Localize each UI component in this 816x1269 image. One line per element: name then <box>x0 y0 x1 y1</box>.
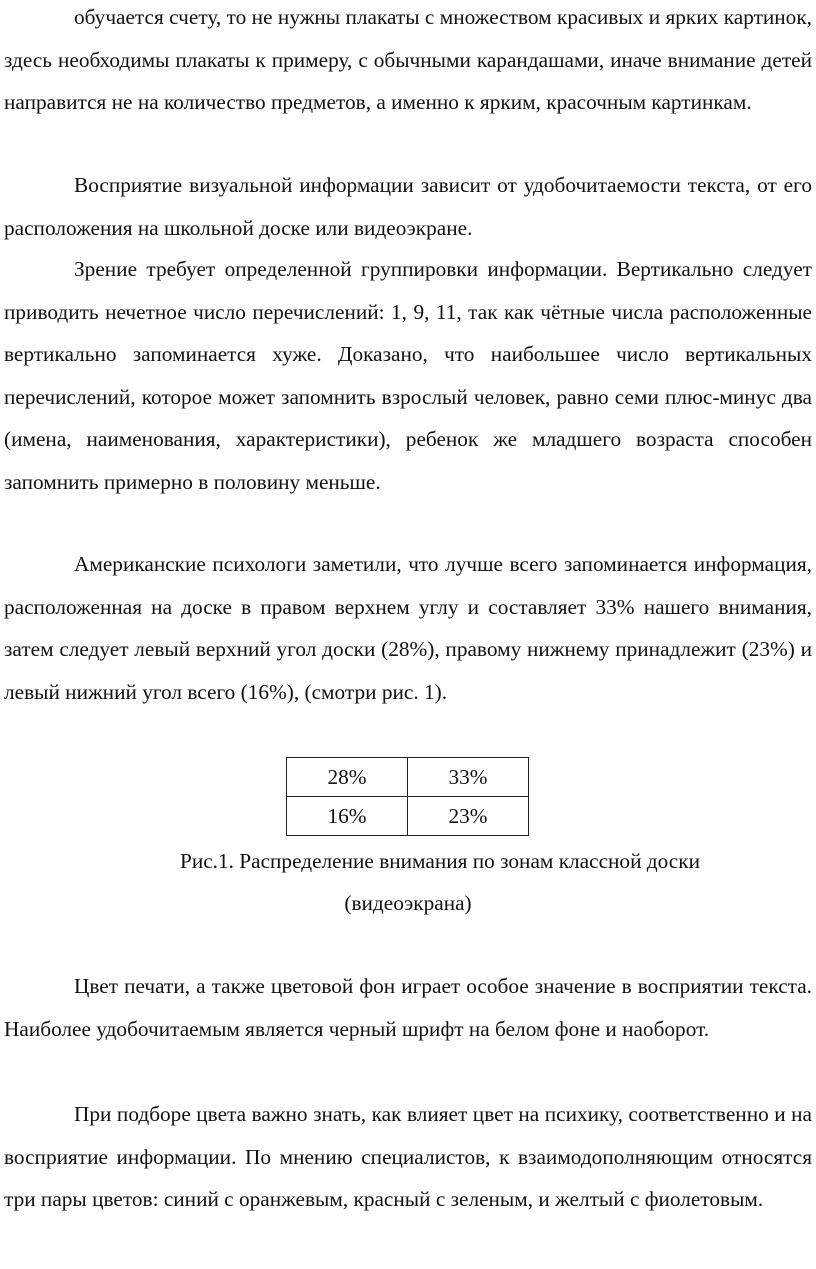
paragraph-visual-perception: Восприятие визуальной информации зависит от удобочитаемости текста, от его расположения на школьной доске или видеоэкране. <box>4 173 812 240</box>
paragraph-psychologists: Американские психологи заметили, что лучше всего запоминается информация, расположенная на доске в правом верхнем углу и составляет 33% нашего внимания, затем следует левый верхний угол доски (28%), правому нижнему принадлежит (23%) и левый нижний угол всего (16%), (смотри рис. 1). <box>4 552 812 704</box>
table-row <box>287 797 529 836</box>
paragraph-print-color: Цвет печати, а также цветовой фон играет особое значение в восприятии текста. Наиболее удобочитаемым является черный шрифт на белом фоне и наоборот. <box>4 974 812 1041</box>
paragraph-grouping: Зрение требует определенной группировки информации. Вертикально следует приводить нечетное число перечислений: 1, 9, 11, так как чётные числа расположенные вертикально запоминается хуже. Доказано, что наибольшее число вертикальных перечислений, которое может запомнить взрослый человек, равно семи плюс-минус два (имена, наименования, характеристики), ребенок же младшего возраста способен запомнить примерно в половину меньше. <box>4 257 812 494</box>
paragraph-color-pairs: При подборе цвета важно знать, как влияет цвет на психику, соответственно и на восприятие информации. По мнению специалистов, к взаимодополняющим относятся три пары цветов: синий с оранжевым, красный с зеленым, и желтый с фиолетовым. <box>4 1102 812 1212</box>
table-row <box>287 758 529 797</box>
figure-caption-continued: (видеоэкрана) <box>344 891 472 915</box>
cell-top-left: 28% <box>287 758 408 797</box>
figure-caption: Рис.1. Распределение внимания по зонам классной доски <box>179 849 701 873</box>
paragraph-posters: обучается счету, то не нужны плакаты с множеством красивых и ярких картинок, здесь необходимы плакаты к примеру, с обычными карандашами, иначе внимание детей направится не на количество предметов, а именно к ярким, красочным картинкам. <box>4 5 812 115</box>
cell-bottom-right: 23% <box>408 797 529 836</box>
attention-zones-table <box>286 757 529 836</box>
cell-top-right: 33% <box>408 758 529 797</box>
cell-bottom-left: 16% <box>287 797 408 836</box>
